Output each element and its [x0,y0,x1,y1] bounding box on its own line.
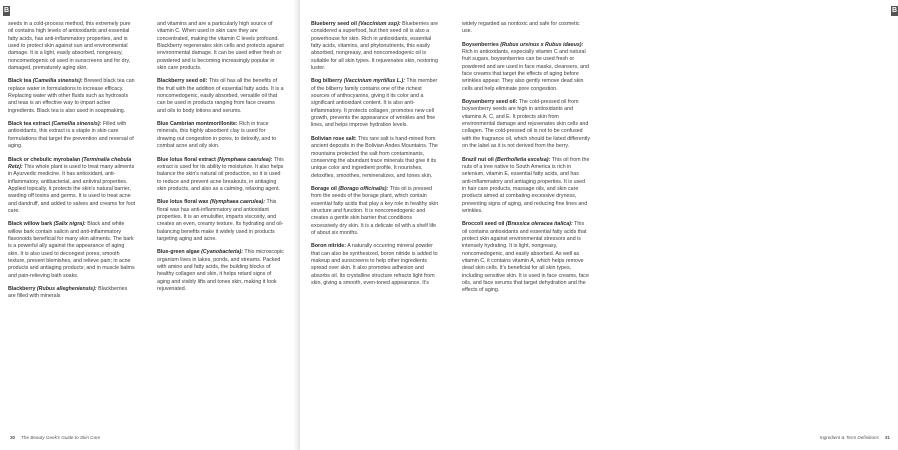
right-column-1 [311,21,439,423]
entry-blackberry-continued: and vitamins and are a particularly high source of vitamin C. When used in skin care they are concentrated, making the vitamin C levels profound. Blackberry regenerates skin cells and protects against environmental damage. It can be used either fresh or powdered and is becoming increasingly popular in skin care products. [157,21,284,72]
page-number-left: 30 [10,435,16,440]
folio-left [10,435,100,441]
entry-boron-nitride: Boron nitride: A naturally occurring mineral powder that can also be synthesized, boron nitride is added to makeup and sunscreens to help other ingredients spread over skin. It also promotes adhesion and absorbs oil. Its crystalline structure refracts light from skin, giving a smooth, even-toned appearance. It's [311,243,438,286]
section-title: Ingredient & Term Definitions [819,435,879,440]
page-number-right: 31 [884,435,890,440]
entry-boysenberry-seed-oil: Boysenberry seed oil: The cold-pressed oil from boysenberry seeds are high in antioxidants and vitamins A, C, and E. It protects skin from environmental damage and rejuvenates skin cells and collagen. The cold-pressed oil is not to be confused with the fragrance oil, which should be listed differently on the label as it is not derived from the berry. [462,99,590,150]
entry-brazil-nut-oil: Brazil nut oil (Bertholletia excelsa): This oil from the nuts of a tree native to South America is rich in selenium, vitamin E, essential fatty acids, and has anti-inflammatory and antiaging properties. It is used in hair care products, massage oils, and skin care products aimed at combating excessive dryness, preventing signs of aging, and reducing fine lines and wrinkles. [462,156,590,214]
entry-broccoli-seed-oil: Broccoli seed oil (Brassica oleracea italica): This oil contains antioxidants and essential fatty acids that protect skin against environmental stressors and is intensely hydrating. It is light, nongreasy, noncomedogenic, and easily absorbed. As well as vitamin C, it contains vitamin A, which helps remove dead skin cells. It's beneficial for all skin types, including sensitive skin. It is used in face creams, face oils, and face serums that target dehydration and the effects of aging. [462,221,589,294]
entry-blue-lotus-wax: Blue lotus floral wax (Nymphaea caerulea): This floral wax has anti-inflammatory and antioxidant properties. It is an emulsifier, imparts viscosity, and creates an even, creamy texture. Its hydrating and oil-balancing benefits make it widely used in products targeting aging and acne. [157,199,284,242]
entry-black-willow-bark: Black willow bark (Salix nigra): Black and white willow bark contain salicin and anti-inflammatory flavonoids beneficial for many skin ailments. The bark is a powerful ally against the appearance of aging skin. It is also used to decongest pores, smooth texture, prevent blemishes, and relieve pain; in acne products and antiaging products; and in muscle balms and pain-relieving bath soaks. [8,221,135,279]
entry-bolivian-rose-salt: Bolivian rose salt: This rare salt is hand-mined from ancient deposits in the Bolivian Andes Mountains. The mountains protected the salt from contaminants, conserving the abundant trace minerals that give it its unique color and ingredient profile. It nourishes, detoxifies, smoothes, remineralizes, and tones skin. [311,135,438,179]
left-column-1 [8,21,136,423]
right-column-2 [462,21,590,423]
entry-blue-lotus-extract: Blue lotus floral extract (Nymphaea caerulea): This extract is used for its ability to moisturize. It also helps balance the skin's natural oil production, so it is used to reduce and prevent acne breakouts, in antiaging skin products, and also as a calming, relaxing agent. [157,156,284,192]
entry-blackberry: Blackberry (Rubus allegheniensis): Blackberries are filled with minerals [8,286,128,300]
entry-boron-nitride-continued: widely regarded as nontoxic and safe for cosmetic use. [462,21,580,35]
entry-black-tea-extract: Black tea extract (Camellia sinensis): Filled with antioxidants, this extract is a staple in skin care formulations that target the prevention and reversal of aging. [8,121,134,150]
entry-bog-bilberry: Bog bilberry (Vaccinium myrtillus L.): This member of the bilberry family contains one of the richest sources of anthocyanins, giving it its color and a significant antioxidant content. It is also anti-inflammatory. It protects collagen, promotes new cell growth, prevents the appearance of wrinkles and fine lines, and helps improve hydration levels. [311,78,438,129]
entry-continuation: seeds in a cold-process method, this extremely pure oil contains high levels of antioxidants and essential fatty acids, has anti-inflammatory properties, and is used to protect skin against sun and environmental damage. It is a light, easily absorbed, nongreasy, noncomedogenic oil used in sunscreens and for dry, damaged, prematurely aging skin. [8,21,131,72]
entry-borage-oil: Borage oil (Borago officinalis): This oil is pressed from the seeds of the borage plant, which contain essential fatty acids that play a key role in healthy skin structure and function. It is noncomedogenic and creates a gentle skin barrier that conditions excessively dry skin. It is a delicate oil with a shelf life of about six months. [311,185,439,236]
folio-right [760,435,890,441]
entry-blue-cambrian: Blue Cambrian montmorillonite: Rich in trace minerals, this highly absorbent clay is used for drawing out congestion in pores, to detoxify, and to combat acne and oily skin. [157,121,277,150]
entry-blackberry-seed-oil: Blackberry seed oil: This oil has all the benefits of the fruit with the addition of essential fatty acids. It is a noncomedogenic, easily absorbed, versatile oil that can be used in products ranging from face creams and oils to body lotions and serums. [157,78,284,114]
entry-boysenberries: Boysenberries (Rubus ursinus x Rubus idaeus): Rich in antioxidants, especially vitamin C and natural fruit sugars, boysenberries can be used fresh or powdered and are used in face masks, cleansers, and face creams that target the effects of aging before wrinkles appear. They also gently remove dead skin cells and help eliminate pore congestion. [462,41,589,92]
book-title: The Beauty Geek's Guide to Skin Care [21,435,101,440]
entry-black-tea: Black tea (Camellia sinensis): Brewed black tea can replace water in formulations to increase efficacy. Replacing water with other fluids such as hydrosols and teas is an effective way to impart active ingredients. Black tea is also used in soapmaking. [8,78,135,114]
entry-black-myrobalan: Black or chebulic myrobalan (Terminalia chebula Retz): This whole plant is used to treat many ailments in Ayurvedic medicine. It has antioxidant, anti-inflammatory, antibacterial, and antiviral properties. Applied topically, it protects the skin's natural barrier, warding off toxins and germs. It is used to treat acne and dandruff, and added to salves and creams for foot care. [8,156,136,214]
entry-blue-green-algae: Blue-green algae (Cyanobacteria): This microscopic organism lives in lakes, ponds, and streams. Packed with amino and fatty acids, the building blocks of healthy collagen and skin, it helps retard signs of aging and visibly lifts and tones skin, making it look rejuvenated. [157,249,284,292]
letter-tab-right: B [891,7,898,14]
letter-tab-left: B [3,7,10,14]
entry-blueberry-seed-oil: Blueberry seed oil (Vaccinium ssp): Blueberries are considered a superfood, but their seed oil is also a powerhouse for skin. Rich in antioxidants, essential fatty acids, vitamins, and phytonutrients, this easily absorbed, nongreasy, and noncomedogenic oil is suitable for all skin types. It rejuvenates skin, restoring luster. [311,21,439,72]
left-page [0,0,300,450]
left-column-2 [157,21,285,423]
